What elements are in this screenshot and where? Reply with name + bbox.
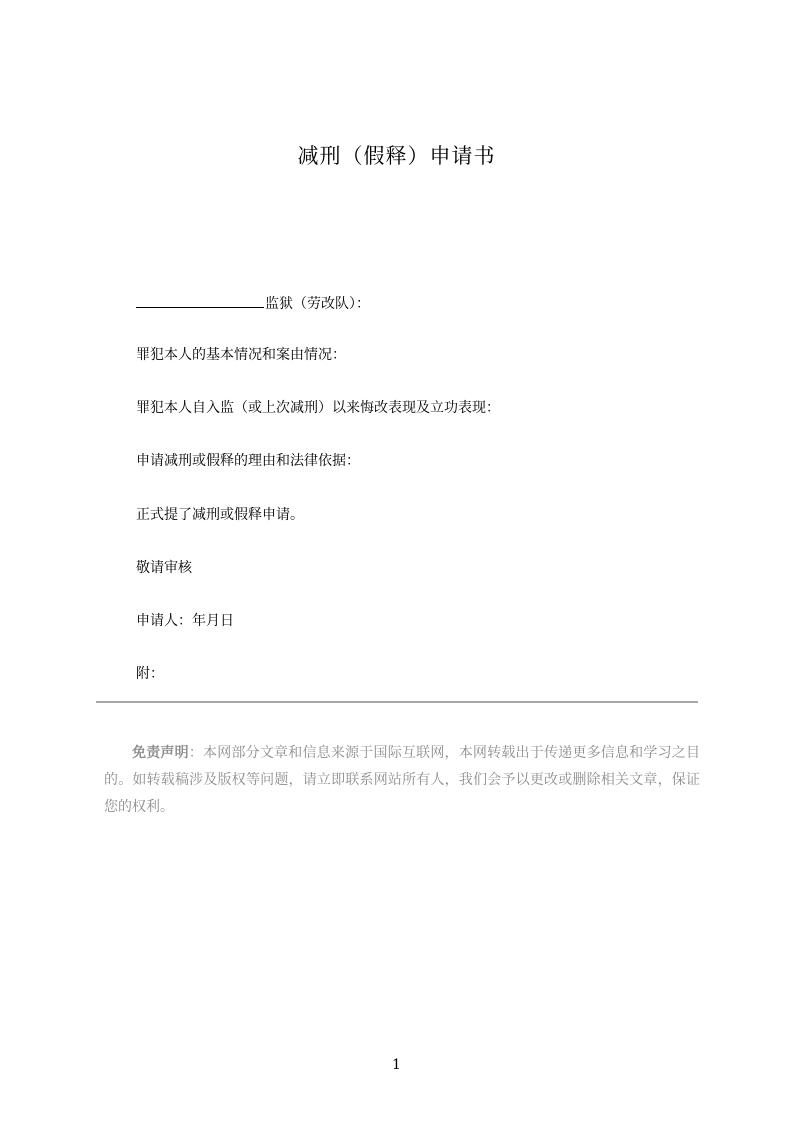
disclaimer-label: 免责声明 <box>132 745 189 761</box>
reason-line: 申请减刑或假释的理由和法律依据： <box>136 453 360 469</box>
prison-address-line <box>136 292 370 314</box>
divider <box>96 701 698 703</box>
review-request-line: 敬请审核 <box>136 560 192 576</box>
disclaimer <box>104 740 700 821</box>
attachment-line: 附： <box>136 666 164 682</box>
document-title: 减刑（假释）申请书 <box>297 144 496 168</box>
applicant-date-line: 申请人：年月日 <box>136 613 234 629</box>
formal-request-line: 正式提了减刑或假释申请。 <box>136 507 304 523</box>
basic-info-line: 罪犯本人的基本情况和案由情况： <box>136 347 346 363</box>
fill-in-blank <box>136 292 264 308</box>
page-number: 1 <box>392 1057 401 1073</box>
repentance-line: 罪犯本人自入监（或上次减刑）以来悔改表现及立功表现： <box>136 400 500 416</box>
prison-address-label: 监狱（劳改队）： <box>265 296 370 312</box>
disclaimer-text: ：本网部分文章和信息来源于国际互联网，本网转载出于传递更多信息和学习之目的。如转载稿涉及版权等问题，请立即联系网站所有人，我们会予以更改或删除相关文章，保证您的权利。 <box>104 745 701 815</box>
